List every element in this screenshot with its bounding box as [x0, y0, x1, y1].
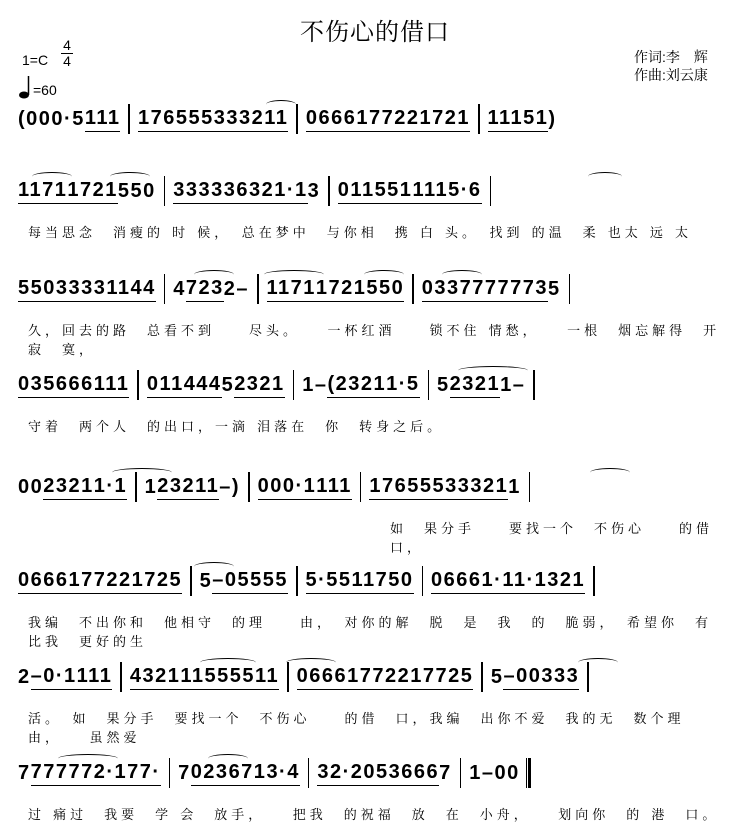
note-group: 7 — [439, 761, 452, 784]
note-group: 111 — [85, 107, 121, 132]
note-group: 111 — [94, 373, 130, 398]
note-group: –05555 — [212, 569, 288, 594]
note-group: 671 — [229, 761, 267, 786]
note-group: 111 — [316, 475, 352, 500]
note-group: – — [236, 277, 250, 300]
song-title: 不伤心的借口 — [300, 18, 450, 46]
note-group: 1·5 — [386, 373, 419, 398]
note-group: 011 — [147, 373, 184, 398]
note-group: 00 — [494, 761, 520, 784]
note-group: 1 — [469, 761, 482, 784]
barline — [422, 566, 424, 596]
note-group: 035 — [18, 373, 56, 398]
note-group: 1765 — [138, 107, 189, 132]
note-group: 1 — [500, 373, 513, 396]
note-group: 23211 — [157, 475, 219, 500]
note-group: 1·1 — [94, 475, 127, 500]
barline — [569, 274, 571, 304]
note-group: 725 — [144, 569, 182, 594]
barline — [529, 472, 531, 502]
note-group: 2321 — [450, 373, 501, 398]
note-group: 1 — [302, 373, 315, 396]
note-group: 221 — [385, 665, 423, 690]
note-group: 0 — [143, 179, 156, 202]
barline — [490, 176, 492, 206]
note-group: 115 — [180, 665, 217, 690]
final-double-barline — [526, 758, 531, 788]
barline — [164, 176, 166, 206]
note-group: 536 — [376, 761, 414, 786]
barline — [360, 472, 362, 502]
note-group: 5 — [130, 179, 144, 202]
notation-row — [18, 104, 728, 134]
barline — [248, 472, 250, 502]
note-group: 32·20 — [317, 761, 376, 786]
note-group: 2321 — [43, 475, 94, 500]
note-group: 1·11·1321 — [482, 569, 586, 594]
tie-slur — [588, 172, 622, 181]
barline — [128, 104, 130, 134]
barline — [293, 370, 295, 400]
note-group: 5·6 — [448, 179, 481, 204]
note-group: 444 — [184, 373, 222, 398]
note-group: 1721 — [316, 277, 367, 302]
note-group: 2 — [18, 665, 31, 688]
tie-slur — [110, 172, 150, 181]
tie-slur — [58, 754, 118, 763]
barline — [428, 370, 430, 400]
note-group: 3·4 — [266, 761, 299, 786]
tie-slur — [286, 658, 336, 667]
note-group: 6177 — [344, 107, 395, 132]
note-group: 5·5 — [306, 569, 339, 594]
note-group: 550 — [18, 277, 56, 302]
notation-row — [18, 758, 728, 788]
note-group: 55511 — [217, 665, 279, 690]
note-group: 2 — [223, 277, 237, 300]
note-group: 033 — [422, 277, 460, 302]
note-group: 221 — [106, 569, 144, 594]
barline — [120, 662, 122, 692]
note-group: 011 — [338, 179, 375, 204]
note-group: 33211 — [226, 107, 288, 132]
lyric-row: 每当思念 消瘦的 时 候， 总在梦中 与你相 携 白 头。 找到 的温 柔 也太 远 太 — [28, 226, 693, 241]
note-group: 3632 — [224, 179, 275, 204]
note-group: 5 — [117, 179, 131, 202]
note-group: 1 — [144, 475, 158, 498]
note-group: ) — [231, 475, 241, 498]
note-group: ) — [548, 107, 557, 130]
note-group: 3321 — [458, 475, 509, 500]
note-group: 1765 — [369, 475, 420, 500]
note-group: 2·1 — [94, 761, 127, 786]
note-group: 777 — [56, 761, 94, 786]
note-group: 66 — [414, 761, 439, 786]
note-group: –0·1 — [31, 665, 77, 690]
lyric-row: 如 果分手 要找一个 不伤心 的借 口， — [390, 522, 748, 556]
lyric-row: 守着 两个人 的出口，一滴 泪落在 你 转身之后。 — [28, 420, 445, 435]
tie-slur — [364, 270, 404, 279]
note-group: 6177 — [334, 665, 385, 690]
barline — [593, 566, 595, 596]
barline — [481, 662, 483, 692]
notation-row — [18, 370, 728, 400]
note-group: 2321 — [234, 373, 285, 398]
note-group: 723 — [186, 277, 224, 302]
tie-slur — [112, 468, 172, 477]
barline — [137, 370, 139, 400]
note-group: 0666 — [431, 569, 482, 594]
note-group: 1 — [508, 475, 521, 498]
note-group: 066 — [306, 107, 344, 132]
barline — [328, 176, 330, 206]
barline — [169, 758, 171, 788]
lyricist-credit: 作词:李 辉 — [634, 49, 708, 65]
tie-slur — [194, 270, 234, 279]
key-signature: 1=C — [22, 52, 49, 68]
note-group: 773 — [510, 277, 548, 302]
tie-slur — [194, 562, 234, 571]
lyric-row: 久，回去的路 总看不到 尽头。 一杯红酒 锁不住 情愁， 一根 烟忘解得 开寂 寞， — [28, 324, 721, 358]
note-group: 553 — [420, 475, 458, 500]
note-group: 77· — [127, 761, 160, 786]
note-group: 7 — [18, 761, 31, 784]
tie-slur — [458, 366, 528, 375]
note-group: 511 — [339, 569, 376, 594]
time-signature — [61, 38, 73, 69]
note-group: 1144 — [106, 277, 155, 302]
note-group: 00 — [18, 475, 44, 498]
note-group: 4321 — [130, 665, 181, 690]
note-group: (2321 — [327, 373, 386, 398]
note-group: 7725 — [423, 665, 474, 690]
note-group: 066 — [18, 569, 56, 594]
barline — [412, 274, 414, 304]
tie-slur — [590, 468, 630, 477]
barline — [296, 566, 298, 596]
note-group: 1171 — [18, 179, 67, 204]
time-sig-bottom: 4 — [63, 53, 71, 69]
note-group: 666 — [56, 373, 94, 398]
note-group: (000·5 — [18, 107, 85, 130]
barline — [308, 758, 310, 788]
notation-row — [18, 566, 728, 596]
note-group: 4 — [173, 277, 186, 300]
composer-credit: 作曲:刘云康 — [634, 67, 708, 83]
note-group: 7777 — [460, 277, 511, 302]
note-group: – — [219, 475, 232, 498]
tempo-marking: =60 — [33, 82, 57, 98]
note-group: 111 — [77, 665, 113, 690]
tie-slur — [208, 754, 248, 763]
tie-slur — [264, 270, 324, 279]
note-group: 3333 — [173, 179, 224, 204]
barline — [190, 566, 192, 596]
note-group: 221 — [394, 107, 432, 132]
note-group: 3333 — [56, 277, 107, 302]
barline — [460, 758, 462, 788]
barline — [296, 104, 298, 134]
note-group: 000·1 — [258, 475, 317, 500]
note-group: 551 — [375, 179, 413, 204]
tie-slur — [200, 658, 256, 667]
note-group: 7 — [178, 761, 191, 784]
note-group: 5 — [221, 373, 235, 396]
barline — [257, 274, 259, 304]
note-group: 3 — [307, 179, 321, 202]
note-group: 111 — [412, 179, 448, 204]
tie-slur — [442, 270, 482, 279]
note-group: 023 — [191, 761, 229, 786]
note-group: 1721 — [67, 179, 118, 204]
lyric-row: 过 痛过 我要 学 会 放手， 把我 的祝福 放 在 小舟， 划向你 的 港 口。 — [28, 808, 720, 823]
tie-slur — [32, 172, 72, 181]
note-group: – — [481, 761, 495, 784]
note-group: 550 — [366, 277, 404, 302]
note-group: 5 — [548, 277, 561, 300]
tie-slur — [266, 100, 296, 109]
notation-row — [18, 662, 728, 692]
quarter-note-icon — [18, 74, 32, 100]
note-group: 553 — [188, 107, 226, 132]
tie-slur — [578, 658, 618, 667]
note-group: 721 — [432, 107, 470, 132]
lyric-row: 我编 不出你和 他相守 的理 由， 对你的解 脱 是 我 的 脆弱， 希望你 有 比我 更好的生 — [28, 616, 730, 650]
note-group: 5 — [437, 373, 450, 396]
note-group: 5 — [199, 569, 213, 592]
barline — [533, 370, 535, 400]
time-sig-top: 4 — [63, 37, 71, 53]
note-group: 066 — [297, 665, 335, 690]
note-group: 11151 — [488, 107, 549, 132]
note-group: 6177 — [56, 569, 107, 594]
note-group: – — [512, 373, 526, 396]
note-group: 750 — [376, 569, 414, 594]
lyric-row: 活。 如 果分手 要找一个 不伤心 的借 口，我编 出你不爱 我的无 数个理 由， 虽然爱 — [28, 712, 719, 746]
barline — [478, 104, 480, 134]
note-group: 77 — [31, 761, 56, 786]
note-group: – — [314, 373, 328, 396]
note-group: 5 — [490, 665, 504, 688]
note-group: 1171 — [267, 277, 316, 302]
note-group: –00333 — [503, 665, 579, 690]
note-group: 1·1 — [274, 179, 307, 204]
barline — [164, 274, 166, 304]
